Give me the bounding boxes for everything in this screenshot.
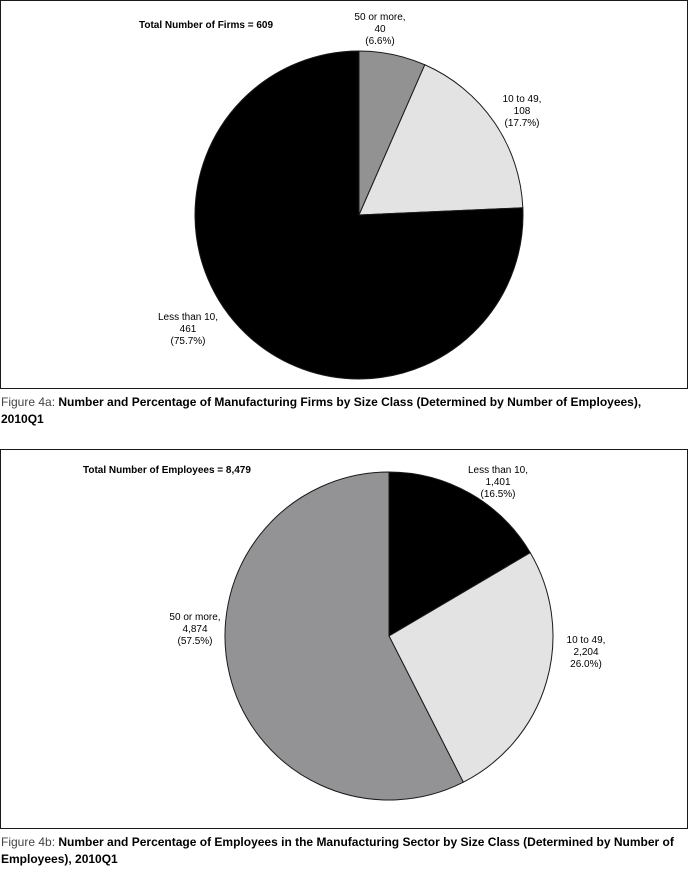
slice-label-percent: (6.6%) xyxy=(365,36,395,47)
figure-4a-title: Number and Percentage of Manufacturing Firms by Size Class (Determined by Number of Employees), 2010Q1 xyxy=(1,395,642,426)
slice-label xyxy=(169,612,220,647)
slice-label-count: 461 xyxy=(179,324,197,335)
slice-label xyxy=(567,635,606,670)
figure-4a-caption xyxy=(1,394,685,428)
slice-label-name: 50 or more, xyxy=(354,12,406,23)
slice-label-percent: (16.5%) xyxy=(480,489,516,500)
slice-label-name: Less than 10, xyxy=(157,312,219,323)
slice-label xyxy=(503,94,542,129)
slice-label-name: 10 to 49, xyxy=(566,635,606,646)
pie-chart-employees xyxy=(1,450,687,828)
slice-label xyxy=(354,12,405,47)
figure-4b-label: Figure 4b: xyxy=(1,835,56,849)
slice-label-name: 10 to 49, xyxy=(502,94,542,105)
pie-chart-firms xyxy=(1,1,687,388)
slice-label-percent: (75.7%) xyxy=(170,336,206,347)
slice-label-count: 108 xyxy=(513,106,531,117)
chart-panel-firms xyxy=(0,0,688,389)
slice-label-name: Less than 10, xyxy=(467,465,529,476)
slice-label-name: 50 or more, xyxy=(169,612,221,623)
total-employees-label: Total Number of Employees = 8,479 xyxy=(83,465,251,476)
figure-4a-label: Figure 4a: xyxy=(1,395,56,409)
figure-4b-caption xyxy=(1,834,685,868)
slice-label xyxy=(468,465,528,500)
slice-label-count: 40 xyxy=(374,24,386,35)
slice-label-count: 1,401 xyxy=(485,477,511,488)
total-firms-label: Total Number of Firms = 609 xyxy=(139,20,274,31)
slice-label-percent: (17.7%) xyxy=(504,118,540,129)
slice-label-count: 2,204 xyxy=(573,647,599,658)
slice-label-percent: (57.5%) xyxy=(177,636,213,647)
slice-label-count: 4,874 xyxy=(182,624,208,635)
slice-label-percent: 26.0%) xyxy=(570,659,602,670)
chart-panel-employees xyxy=(0,449,688,829)
slice-label xyxy=(158,312,218,347)
figure-4b-title: Number and Percentage of Employees in the Manufacturing Sector by Size Class (Determined by Number of Employees), 2010Q1 xyxy=(1,835,674,866)
